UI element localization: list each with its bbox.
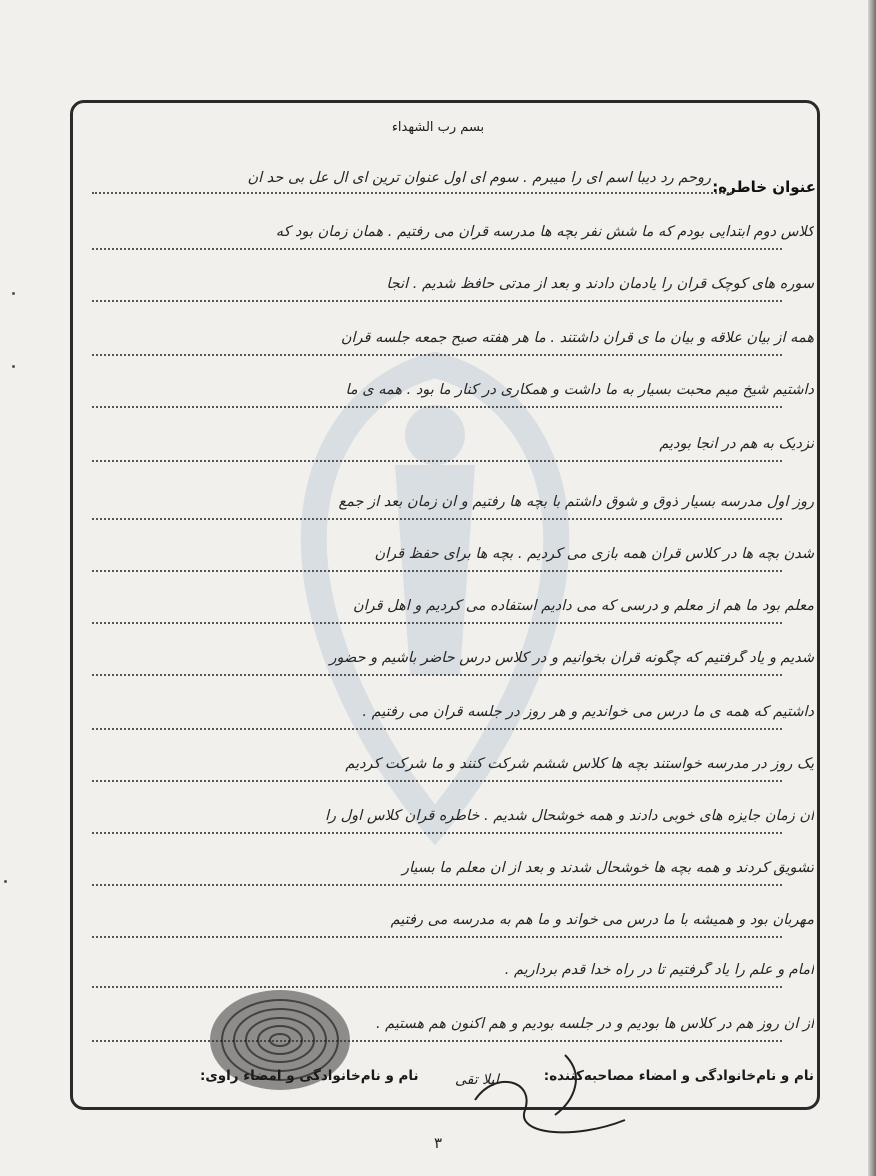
dotted-guide [92,832,782,834]
narrator-signature-label: نام و نام‌خانوادگی و امضاء راوی: [200,1068,419,1084]
text-line: همه از بیان علاقه و بیان ما ی قرآن داشتند . ما هر هفته صبح جمعه جلسه قرآن [340,330,814,346]
dotted-guide [92,884,782,886]
interviewer-signature: لیلا تقی [455,1072,499,1088]
dotted-guide [92,622,782,624]
dotted-guide [92,460,782,462]
scan-edge-shadow [868,0,876,1176]
dotted-guide [92,1040,782,1042]
text-line: معلم بود ما هم از معلم و درسی که می دادیم استفاده می کردیم و اهل قرآن [352,598,814,614]
dotted-guide [92,354,782,356]
text-line: روز اول مدرسه بسیار ذوق و شوق داشتم با بچه ها رفتیم و آن زمان بعد از جمع [338,494,814,510]
dotted-guide [92,780,782,782]
dotted-guide [92,300,782,302]
text-line: از آن روز هم در کلاس ها بودیم و در جلسه بودیم و هم اکنون هم هستیم . [375,1016,814,1032]
text-line: امام و علم را یاد گرفتیم تا در راه خدا قدم برداریم . [504,962,814,978]
text-line: یک روز در مدرسه خواستند بچه ها کلاس ششم شرکت کنند و ما شرکت کردیم [345,756,814,772]
dotted-guide [92,728,782,730]
dotted-guide [92,518,782,520]
text-line: تشویق کردند و همه بچه ها خوشحال شدند و بعد از آن معلم ما بسیار [401,860,814,876]
document-header: بسم رب الشهداء [391,120,485,135]
dotted-guide [92,192,732,194]
scan-speck [4,880,7,883]
text-line: روحم رد دیبا اسم ای را میبرم . سوم ای اول عنوان ترین ای ال عل بی حد آن [247,170,711,186]
text-line: شدیم و یاد گرفتیم که چگونه قرآن بخوانیم و در کلاس درس حاضر باشیم و حضور [329,650,814,666]
text-line: سوره های کوچک قرآن را یادمان دادند و بعد از مدتی حافظ شدیم . آنجا [386,276,814,292]
dotted-guide [92,248,782,250]
dotted-guide [92,674,782,676]
text-line: شدن بچه ها در کلاس قرآن همه بازی می کردیم . بچه ها برای حفظ قرآن [374,546,814,562]
dotted-guide [92,936,782,938]
dotted-guide [92,986,782,988]
dotted-guide [92,406,782,408]
scan-speck [12,365,15,368]
page-number: ۳ [433,1134,443,1152]
scan-speck [12,292,15,295]
text-line: مهربان بود و همیشه با ما درس می خواند و ما هم به مدرسه می رفتیم [390,912,814,928]
dotted-guide [92,570,782,572]
title-label: عنوان خاطره: [712,178,816,196]
interviewer-signature-label: نام و نام‌خانوادگی و امضاء مصاحبه‌کننده: [543,1068,814,1084]
text-line: آن زمان جایزه های خوبی دادند و همه خوشحال شدیم . خاطره قرآن کلاس اول را [325,808,814,824]
text-line: داشتیم که همه ی ما درس می خواندیم و هر روز در جلسه قرآن می رفتیم . [362,704,814,720]
text-line: داشتیم شیخ میم محبت بسیار به ما داشت و همکاری در کنار ما بود . همه ی ما [345,382,814,398]
text-line: نزدیک به هم در آنجا بودیم [659,436,814,452]
text-line: کلاس دوم ابتدایی بودم که ما شش نفر بچه ها مدرسه قرآن می رفتیم . همان زمان بود که [275,224,814,240]
